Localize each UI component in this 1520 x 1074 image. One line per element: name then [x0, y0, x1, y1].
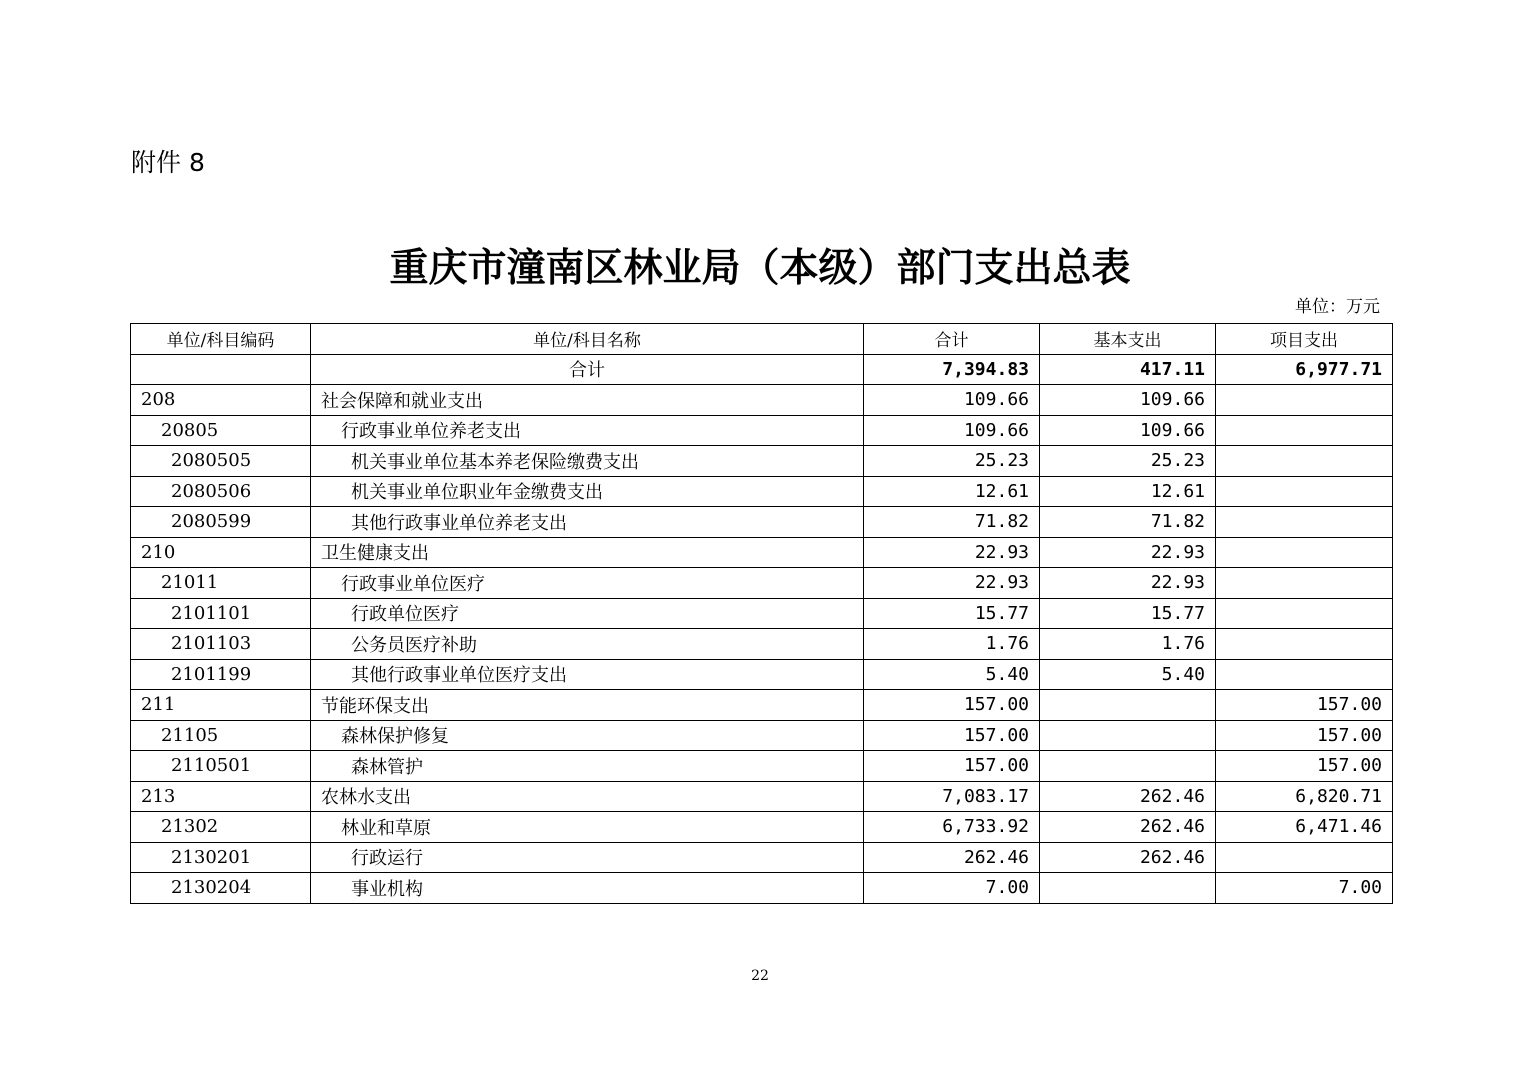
row-code: 2130204 — [131, 873, 311, 904]
table-row — [131, 629, 1393, 660]
table-row — [131, 720, 1393, 751]
table-body — [131, 354, 1393, 903]
row-name: 卫生健康支出 — [311, 537, 864, 568]
row-basic: 22.93 — [1040, 537, 1216, 568]
row-name: 其他行政事业单位养老支出 — [311, 507, 864, 538]
row-total: 7,083.17 — [864, 781, 1040, 812]
table-row — [131, 476, 1393, 507]
page-title: 重庆市潼南区林业局（本级）部门支出总表 — [389, 245, 1131, 291]
header-code: 单位/科目编码 — [131, 324, 311, 355]
row-basic — [1040, 720, 1216, 751]
row-project: 157.00 — [1216, 720, 1393, 751]
row-name: 行政运行 — [311, 842, 864, 873]
row-basic: 262.46 — [1040, 781, 1216, 812]
attachment-label: 附件 8 — [131, 148, 205, 177]
row-code: 2101199 — [131, 659, 311, 690]
row-code: 21011 — [131, 568, 311, 599]
row-code: 21302 — [131, 812, 311, 843]
row-basic: 262.46 — [1040, 842, 1216, 873]
row-basic: 22.93 — [1040, 568, 1216, 599]
row-total: 22.93 — [864, 568, 1040, 599]
row-project — [1216, 842, 1393, 873]
row-total: 12.61 — [864, 476, 1040, 507]
row-basic: 71.82 — [1040, 507, 1216, 538]
table-header-row — [131, 324, 1393, 355]
table-row — [131, 751, 1393, 782]
row-basic: 109.66 — [1040, 385, 1216, 416]
row-name: 机关事业单位职业年金缴费支出 — [311, 476, 864, 507]
row-name: 公务员医疗补助 — [311, 629, 864, 660]
total-basic: 417.11 — [1040, 354, 1216, 385]
table-row — [131, 659, 1393, 690]
row-total: 71.82 — [864, 507, 1040, 538]
total-name: 合计 — [311, 354, 864, 385]
row-basic: 12.61 — [1040, 476, 1216, 507]
row-project — [1216, 568, 1393, 599]
table-row — [131, 690, 1393, 721]
row-total: 157.00 — [864, 720, 1040, 751]
row-total: 5.40 — [864, 659, 1040, 690]
row-total: 157.00 — [864, 751, 1040, 782]
row-code: 213 — [131, 781, 311, 812]
total-sum: 7,394.83 — [864, 354, 1040, 385]
expenditure-table — [130, 323, 1393, 904]
page-number: 22 — [751, 968, 769, 984]
row-total: 109.66 — [864, 385, 1040, 416]
row-basic: 262.46 — [1040, 812, 1216, 843]
row-name: 林业和草原 — [311, 812, 864, 843]
row-total: 22.93 — [864, 537, 1040, 568]
unit-label: 单位：万元 — [1295, 297, 1380, 317]
row-name: 社会保障和就业支出 — [311, 385, 864, 416]
row-basic — [1040, 690, 1216, 721]
table-row — [131, 537, 1393, 568]
row-code: 211 — [131, 690, 311, 721]
row-code: 2130201 — [131, 842, 311, 873]
table-row — [131, 446, 1393, 477]
row-total: 1.76 — [864, 629, 1040, 660]
row-basic: 5.40 — [1040, 659, 1216, 690]
row-project — [1216, 659, 1393, 690]
table-row — [131, 507, 1393, 538]
row-name: 行政事业单位养老支出 — [311, 415, 864, 446]
row-project — [1216, 598, 1393, 629]
row-project — [1216, 476, 1393, 507]
row-name: 森林管护 — [311, 751, 864, 782]
row-code: 2101103 — [131, 629, 311, 660]
row-code: 208 — [131, 385, 311, 416]
table-row — [131, 568, 1393, 599]
row-name: 机关事业单位基本养老保险缴费支出 — [311, 446, 864, 477]
row-basic: 15.77 — [1040, 598, 1216, 629]
total-row — [131, 354, 1393, 385]
row-basic: 25.23 — [1040, 446, 1216, 477]
row-total: 15.77 — [864, 598, 1040, 629]
row-basic — [1040, 873, 1216, 904]
row-basic: 109.66 — [1040, 415, 1216, 446]
row-project: 7.00 — [1216, 873, 1393, 904]
row-name: 农林水支出 — [311, 781, 864, 812]
row-project — [1216, 507, 1393, 538]
row-code: 2080506 — [131, 476, 311, 507]
row-project: 6,471.46 — [1216, 812, 1393, 843]
table-row — [131, 873, 1393, 904]
row-name: 森林保护修复 — [311, 720, 864, 751]
total-code — [131, 354, 311, 385]
row-name: 事业机构 — [311, 873, 864, 904]
row-project — [1216, 537, 1393, 568]
row-name: 节能环保支出 — [311, 690, 864, 721]
row-code: 21105 — [131, 720, 311, 751]
row-total: 25.23 — [864, 446, 1040, 477]
table-row — [131, 385, 1393, 416]
header-name: 单位/科目名称 — [311, 324, 864, 355]
row-project: 157.00 — [1216, 751, 1393, 782]
row-basic: 1.76 — [1040, 629, 1216, 660]
table-row — [131, 812, 1393, 843]
header-basic: 基本支出 — [1040, 324, 1216, 355]
total-project: 6,977.71 — [1216, 354, 1393, 385]
row-total: 157.00 — [864, 690, 1040, 721]
row-project — [1216, 385, 1393, 416]
table-row — [131, 781, 1393, 812]
row-code: 2080599 — [131, 507, 311, 538]
row-project: 157.00 — [1216, 690, 1393, 721]
row-code: 20805 — [131, 415, 311, 446]
header-project: 项目支出 — [1216, 324, 1393, 355]
header-total: 合计 — [864, 324, 1040, 355]
row-code: 2110501 — [131, 751, 311, 782]
table-row — [131, 415, 1393, 446]
row-project — [1216, 446, 1393, 477]
row-name: 行政事业单位医疗 — [311, 568, 864, 599]
row-project — [1216, 415, 1393, 446]
row-total: 7.00 — [864, 873, 1040, 904]
row-total: 262.46 — [864, 842, 1040, 873]
row-code: 2080505 — [131, 446, 311, 477]
row-name: 其他行政事业单位医疗支出 — [311, 659, 864, 690]
table-row — [131, 598, 1393, 629]
row-basic — [1040, 751, 1216, 782]
row-name: 行政单位医疗 — [311, 598, 864, 629]
row-code: 210 — [131, 537, 311, 568]
table-row — [131, 842, 1393, 873]
row-total: 6,733.92 — [864, 812, 1040, 843]
row-project — [1216, 629, 1393, 660]
row-code: 2101101 — [131, 598, 311, 629]
row-total: 109.66 — [864, 415, 1040, 446]
row-project: 6,820.71 — [1216, 781, 1393, 812]
